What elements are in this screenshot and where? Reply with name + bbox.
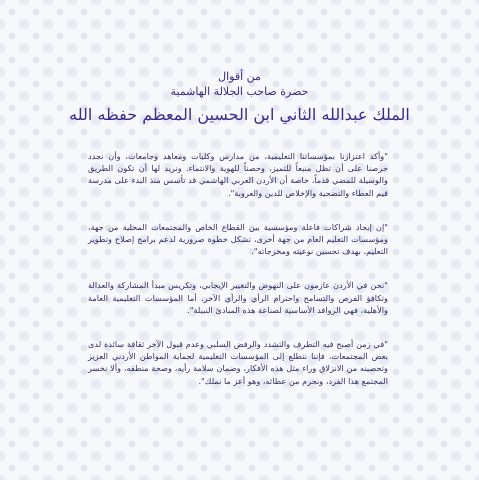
quote-paragraph: "إن إيجاد شراكات فاعلة ومؤسسية بين القطاع الخاص والمجتمعات المحلية من جهة، ومؤسسات التعليم العام من جهة أخرى، تشكل خطوة ضرورية لدعم برامج إصلاح وتطوير التعليم، بهدف تحسين نوعيته ومخرجاته". — [88, 221, 388, 257]
quotes-body — [88, 150, 388, 387]
quote-paragraph: "وأكد اعتزازنا بمؤسساتنا التعليمية، من مدارس وكليات ومعاهد وجامعات، وأن نجدد حرصنا على أن تظل منبعاً للتميز، وحصناً للهوية والانتماء. ونريد لها أن تكون الطريق والوسيلة للمضي قدماً، خاصة أن الأردن العربي الهاشمي قد تأسس منذ البدء على مدرسة قيم العطاء والتضحية والإخلاص للدين والعروبة". — [88, 151, 388, 198]
quote-paragraph: "في زمن أصبح فيه التطرف والتشدد والرفض السلبي وعدم قبول الآخر ثقافة سائدة لدى بعض المجتمعات، فإننا نتطلع إلى المؤسسات التعليمية لحماية المواطن الأردني العزيز وتحصينه من الانزلاق وراء مثل هذه الأفكار، وضمان سلامة رأيه، وصحة منطقه، وألا نخسر المجتمع هذا الفرد، ونحرم من عطائه، وهو أعز ما نملك". — [88, 339, 388, 386]
page-title: الملك عبدالله الثاني ابن الحسين المعظم حفظه الله — [69, 105, 410, 124]
rank-line: حضرة صاحب الجلالة الهاشمية — [170, 85, 309, 98]
page-header — [0, 70, 479, 126]
intro-line: من أقوال — [218, 70, 261, 83]
quote-paragraph: "نحن في الأردن عازمون على النهوض والتغيير الإيجابي، وتكريس مبدأ المشاركة والعدالة وتكافؤ الفرص والتسامح واحترام الرأي والرأي الآخر. أما المؤسسات التعليمية العامة والأهلية، فهي الروافد الأساسية لصناعة هذه المبادئ النبيلة". — [88, 280, 388, 315]
